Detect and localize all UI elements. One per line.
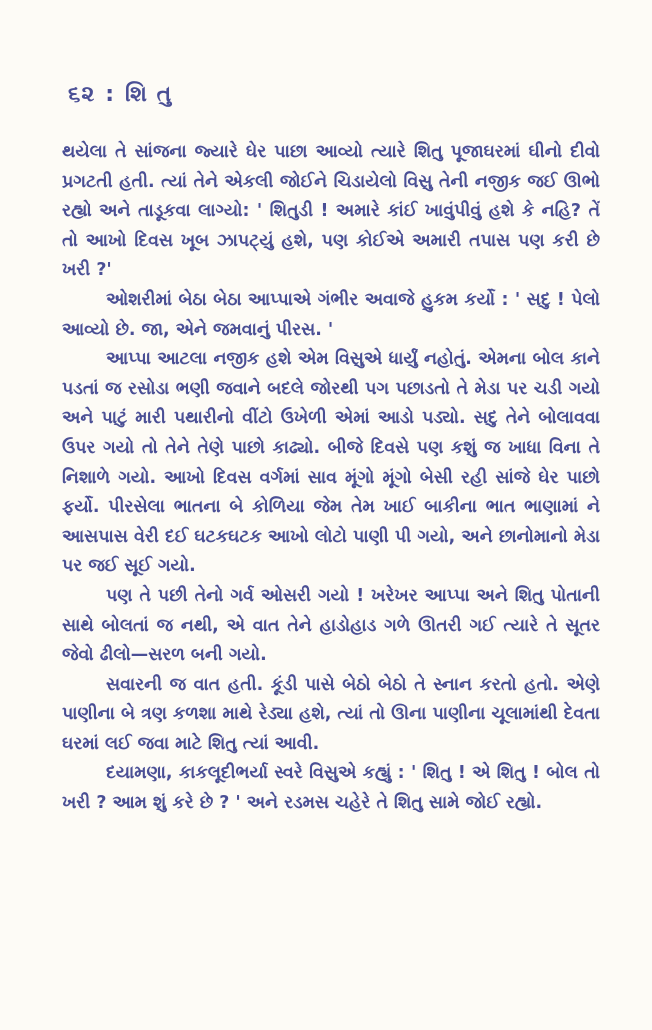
paragraph: દયામણા, કાકલૂદીભર્યા સ્વરે વિસુએ કહ્યું : ' શિતુ ! એ શિતુ ! બોલ તો ખરી ? આમ શું કરે છે ? ' અને રડમસ ચહેરે તે શિતુ સામે જોઈ રહ્યો. <box>62 763 600 814</box>
running-header <box>68 78 600 112</box>
paragraph: થયેલા તે સાંજના જ્યારે ઘેર પાછા આવ્યો ત્યારે શિતુ પૂજાઘરમાં ઘીનો દીવો પ્રગટતી હતી. ત્યાં તેને એકલી જોઈને ચિડાયેલો વિસુ તેની નજીક જઈ ઊભો રહ્યો અને તાડૂકવા લાગ્યો: ' શિતુડી ! અમારે કાંઈ ખાવુંપીવું હશે કે નહિ? તેં તો આખો દિવસ ખૂબ ઝાપટ્યું હશે, પણ કોઈએ અમારી તપાસ પણ કરી છે ખરી ?' <box>62 142 600 281</box>
body-text <box>62 138 600 819</box>
page-number: ૬૨ <box>68 82 96 107</box>
paragraph: પણ તે પછી તેનો ગર્વ ઓસરી ગયો ! ખરેખર આપ્પા અને શિતુ પોતાની સાથે બોલતાં જ નથી, એ વાત તેને હાડોહાડ ગળે ઊતરી ગઈ ત્યારે તે સૂતર જેવો ઢીલો—સરળ બની ગયો. <box>62 585 600 666</box>
book-title: શિ તુ <box>125 82 173 107</box>
paragraph: સવારની જ વાત હતી. કૂંડી પાસે બેઠો બેઠો તે સ્નાન કરતો હતો. એણે પાણીના બે ત્રણ કળશા માથે રેડ્યા હશે, ત્યાં તો ઊના પાણીના ચૂલામાંથી દેવતા ઘરમાં લઈ જવા માટે શિતુ ત્યાં આવી. <box>62 674 600 754</box>
header-separator: : <box>105 82 116 107</box>
paragraph: ઓશરીમાં બેઠા બેઠા આપ્પાએ ગંભીર અવાજે હુકમ કર્યો : ' સદુ ! પેલો આવ્યો છે. જા, એને જમવાનું પીરસ. ' <box>62 289 600 340</box>
paragraph: આપ્પા આટલા નજીક હશે એમ વિસુએ ધાર્યું નહોતું. એમના બોલ કાને પડતાં જ રસોડા ભણી જવાને બદલે જોરથી પગ પછાડતો તે મેડા પર ચડી ગયો અને પાટું મારી પથારીનો વીંટો ઉખેળી એમાં આડો પડ્યો. સદુ તેને બોલાવવા ઉપર ગયો તો તેને તેણે પાછો કાઢ્યો. બીજે દિવસે પણ કશું જ ખાધા વિના તે નિશાળે ગયો. આખો દિવસ વર્ગમાં સાવ મૂંગો મૂંગો બેસી રહી સાંજે ઘેર પાછો ફર્યો. પીરસેલા ભાતના બે કોળિયા જેમ તેમ ખાઈ બાકીના ભાત ભાણામાં ને આસપાસ વેરી દઈ ઘટકઘટક આખો લોટો પાણી પી ગયો, અને છાનોમાનો મેડા પર જઈ સૂઈ ગયો. <box>62 349 600 577</box>
